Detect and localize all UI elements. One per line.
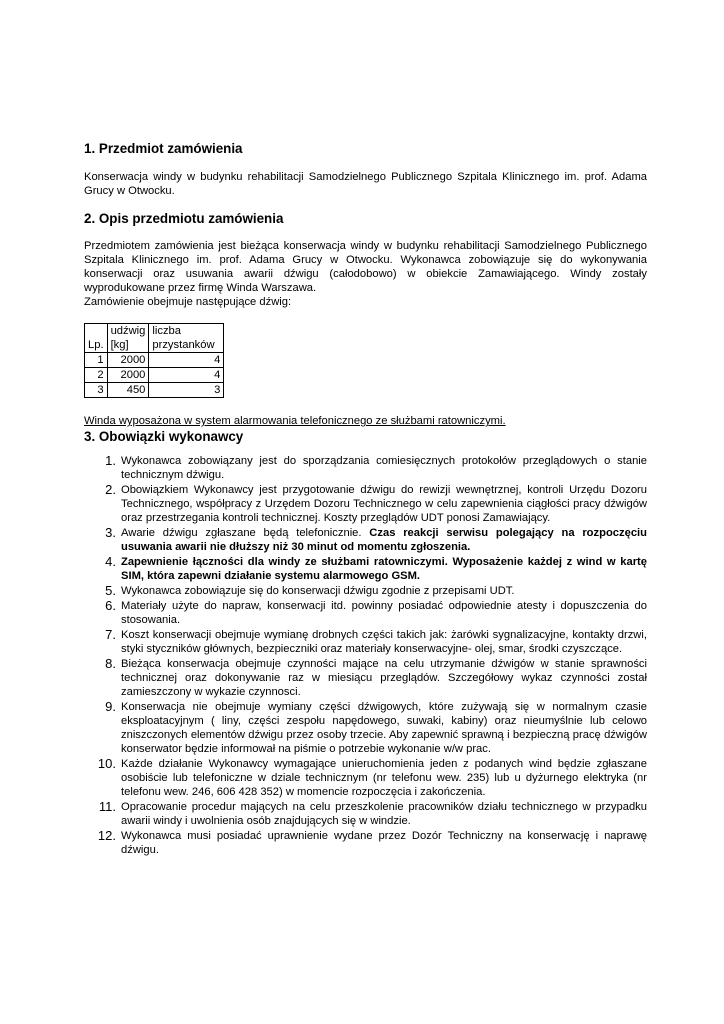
item-text: Wykonawca zobowiązany jest do sporządzania comiesięcznych protokołów przeglądowych o stanie technicznym dźwigu.	[121, 455, 647, 481]
alarm-note: Winda wyposażona w system alarmowania telefonicznego ze służbami ratowniczymi.	[84, 415, 506, 427]
item-text: Materiały użyte do napraw, konserwacji itd. powinny posiadać odpowiednie atesty i dopuszczenia do stosowania.	[121, 600, 647, 626]
item-number: 7.	[105, 627, 116, 642]
list-item	[84, 700, 647, 756]
list-item	[84, 829, 647, 857]
list-item	[84, 599, 647, 627]
cell-stops: 3	[149, 383, 224, 398]
lifts-table	[84, 323, 224, 398]
cell-lp: 3	[85, 383, 108, 398]
list-item	[84, 555, 647, 583]
item-number: 4.	[105, 554, 116, 569]
item-number: 6.	[105, 598, 116, 613]
item-number: 9.	[105, 699, 116, 714]
section-1-body: Konserwacja windy w budynku rehabilitacji Samodzielnego Publicznego Szpitala Klinicznego im. prof. Adama Grucy w Otwocku.	[84, 171, 647, 197]
list-item	[84, 454, 647, 482]
item-number: 8.	[105, 656, 116, 671]
item-number: 10.	[97, 756, 116, 771]
item-text: Bieżąca konserwacja obejmuje czynności mające na celu utrzymanie dźwigów w stanie sprawności technicznej oraz dokonywanie raz w miesiącu przeglądów. Szczegółowy wykaz czynności został zamieszczony w wykazie czynnosci.	[121, 658, 647, 698]
cell-lp: 1	[85, 353, 108, 368]
item-bold-text: Zapewnienie łączności dla windy ze służbami ratowniczymi. Wyposażenie każdej z wind w kartę SIM, która zapewni działanie systemu alarmowego GSM.	[121, 556, 647, 582]
table-row	[85, 368, 224, 383]
list-item	[84, 526, 647, 554]
table-row	[85, 383, 224, 398]
document-page	[84, 140, 647, 858]
cell-capacity: 2000	[107, 368, 149, 383]
table-header-row	[85, 324, 224, 353]
item-number: 2.	[105, 482, 116, 497]
item-text: Opracowanie procedur mających na celu przeszkolenie pracowników działu technicznego w przypadku awarii windy i uwolnienia osób znajdujących się w windzie.	[121, 801, 647, 827]
list-item	[84, 628, 647, 656]
list-item	[84, 757, 647, 799]
cell-stops: 4	[149, 353, 224, 368]
item-number: 1.	[105, 453, 116, 468]
item-number: 11.	[98, 799, 116, 814]
list-item	[84, 584, 647, 598]
cell-capacity: 450	[107, 383, 149, 398]
cell-capacity: 2000	[107, 353, 149, 368]
cell-stops: 4	[149, 368, 224, 383]
item-text: Każde działanie Wykonawcy wymagające unieruchomienia jeden z podanych wind będzie zgłaszane osobiście lub telefoniczne w dziale technicznym (nr telefonu wew. 235) lub u dyżurnego elektryka (nr telefonu wew. 246, 606 428 352) w momencie rozpoczęcia i zakończenia.	[121, 758, 647, 798]
header-stops: liczba przystanków	[149, 324, 224, 353]
header-capacity: udźwig [kg]	[107, 324, 149, 353]
section-2-scope: Zamówienie obejmuje następujące dźwig:	[84, 296, 292, 308]
list-item	[84, 483, 647, 525]
item-number: 12.	[97, 828, 116, 843]
item-bold-text: Czas reakcji serwisu polegający na rozpoczęciu usuwania awarii nie dłuższy niż 30 minut od momentu zgłoszenia.	[121, 527, 647, 553]
item-text: Konserwacja nie obejmuje wymiany części dźwigowych, które zużywają się w normalnym czasie eksploatacyjnym ( liny, części zespołu napędowego, suwaki, kabiny) oraz nieumyślnie lub celowo zniszczonych elementów dźwigu przez osoby trzecie. Aby zapewnić sprawną i bezpieczną pracę dźwigów konserwator będzie informował na piśmie o potrzebie wykonanie w/w prac.	[121, 701, 647, 755]
item-number: 3.	[105, 525, 116, 540]
item-text: Wykonawca musi posiadać uprawnienie wydane przez Dozór Techniczny na konserwację i naprawę dźwigu.	[121, 830, 647, 856]
item-text: Obowiązkiem Wykonawcy jest przygotowanie dźwigu do rewizji wewnętrznej, kontroli Urzędu Dozoru Technicznego, współpracy z Urzędem Dozoru Technicznego w celu zapewnienia ciągłości pracy dźwigów oraz przestrzegania kontroli technicznej. Koszty przeglądów UDT ponosi Zamawiający.	[121, 484, 647, 524]
item-text: Koszt konserwacji obejmuje wymianę drobnych części takich jak: żarówki sygnalizacyjne, kontakty drzwi, styki styczników głównych, bezpieczniki oraz materiały konserwacyjne- olej, smar, środki czyszczące.	[121, 629, 647, 655]
list-item	[84, 800, 647, 828]
duties-list	[84, 454, 647, 857]
list-item	[84, 657, 647, 699]
table-row	[85, 353, 224, 368]
item-text: Awarie dźwigu zgłaszane będą telefonicznie.	[121, 527, 370, 539]
cell-lp: 2	[85, 368, 108, 383]
item-number: 5.	[105, 583, 116, 598]
section-3-title: 3. Obowiązki wykonawcy	[84, 429, 244, 444]
section-2-body: Przedmiotem zamówienia jest bieżąca konserwacja windy w budynku rehabilitacji Samodzielnego Publicznego Szpitala Klinicznego im. prof. Adama Grucy w Otwocku. Wykonawca zobowiązuje się do wykonywania konserwacji oraz usuwania awarii dźwigu (całodobowo) w obiekcie Zamawiającego. Windy zostały wyprodukowane przez firmę Winda Warszawa.	[84, 240, 647, 294]
section-1-title: 1. Przedmiot zamówienia	[84, 141, 243, 156]
header-lp: Lp.	[85, 324, 108, 353]
section-2-title: 2. Opis przedmiotu zamówienia	[84, 211, 284, 226]
item-text: Wykonawca zobowiązuje się do konserwacji dźwigu zgodnie z przepisami UDT.	[121, 585, 515, 597]
